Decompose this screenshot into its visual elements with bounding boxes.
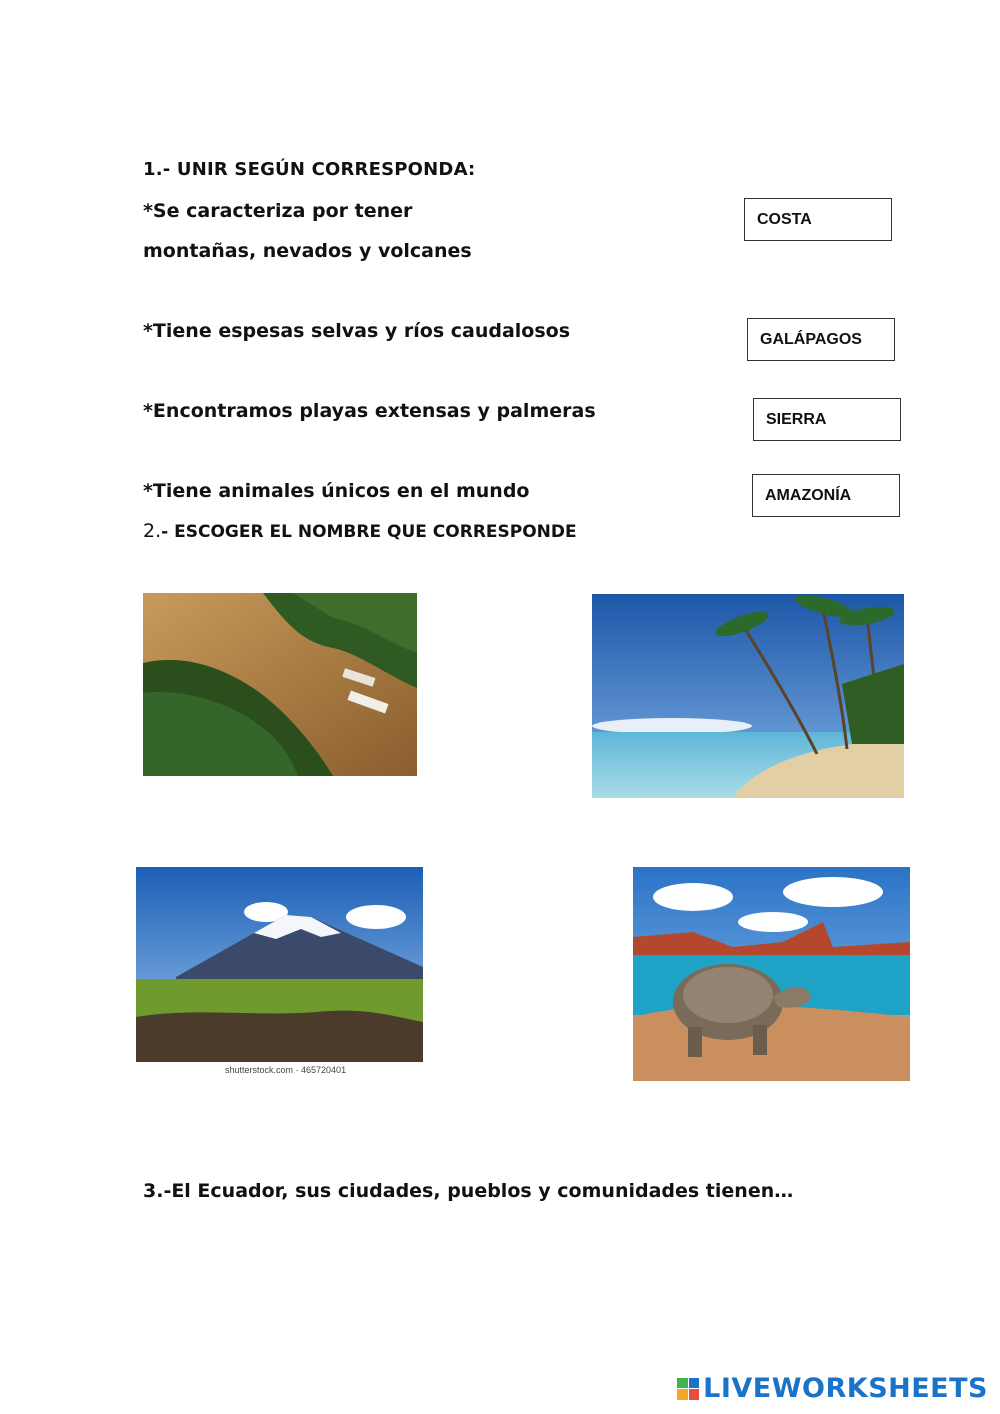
- beach-palms-icon[interactable]: [592, 594, 904, 798]
- section1-title: 1.- UNIR SEGÚN CORRESPONDA:: [143, 159, 476, 180]
- section2-number: 2.: [143, 520, 162, 542]
- river-jungle-icon[interactable]: [143, 593, 417, 776]
- statement-sierra-line2: montañas, nevados y volcanes: [143, 240, 472, 262]
- option-box-galapagos[interactable]: GALÁPAGOS: [747, 318, 895, 361]
- liveworksheets-logo[interactable]: [677, 1373, 988, 1404]
- statement-amazonia: *Tiene espesas selvas y ríos caudalosos: [143, 320, 571, 342]
- section2-title-text: - ESCOGER EL NOMBRE QUE CORRESPONDE: [161, 522, 577, 542]
- tortoise-island-icon[interactable]: [633, 867, 910, 1081]
- statement-sierra-line1: *Se caracteriza por tener: [143, 200, 413, 222]
- volcano-mountain-icon[interactable]: [136, 867, 423, 1062]
- liveworksheets-brand-text: LIVEWORKSHEETS: [703, 1373, 988, 1404]
- statement-costa: *Encontramos playas extensas y palmeras: [143, 400, 596, 422]
- statement-galapagos: *Tiene animales únicos en el mundo: [143, 480, 530, 502]
- option-box-costa[interactable]: COSTA: [744, 198, 892, 241]
- section2-title: [143, 520, 577, 542]
- option-box-sierra[interactable]: SIERRA: [753, 398, 901, 441]
- liveworksheets-logo-icon: [677, 1378, 699, 1400]
- image-credit: shutterstock.com · 465720401: [225, 1065, 347, 1075]
- section3-title: 3.-El Ecuador, sus ciudades, pueblos y comunidades tienen…: [143, 1180, 794, 1202]
- option-box-amazonia[interactable]: AMAZONÍA: [752, 474, 900, 517]
